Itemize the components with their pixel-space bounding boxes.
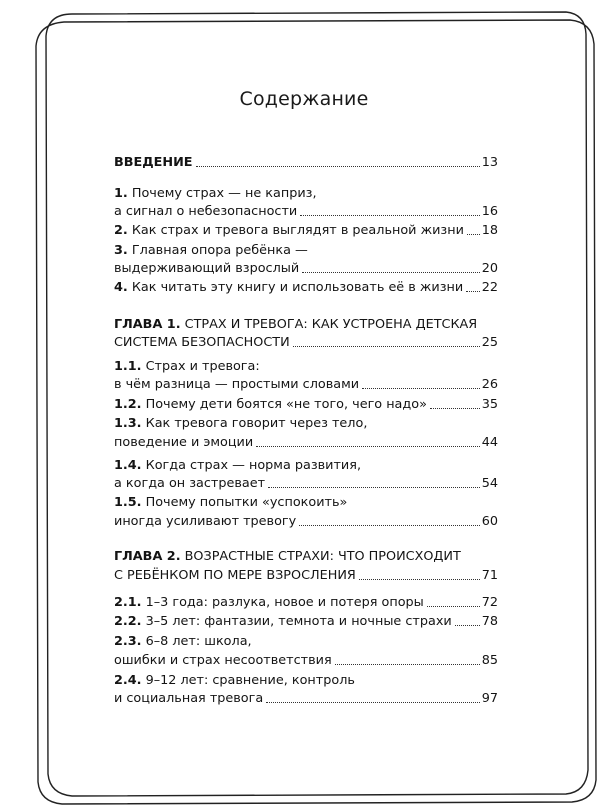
page-number: 13 [481,155,498,170]
toc-entry-1-1-line2 [114,375,498,394]
toc-chapter-2-line2 [114,566,498,585]
toc-entry-1-3-line2 [114,433,498,452]
toc-entry-2 [114,221,498,240]
dot-leader [455,625,480,626]
entry-text: Как страх и тревога выглядят в реальной жизни [131,223,464,238]
toc-entry-1-5-line2 [114,512,498,531]
entry-number: 1.2. [114,397,142,412]
entry-number: 1. [114,186,128,201]
entry-text: Как читать эту книгу и использовать её в жизни [131,280,464,295]
page-number: 78 [481,614,498,629]
page-number: 22 [481,280,498,295]
entry-text: выдерживающий взрослый [114,261,300,276]
entry-text: Как тревога говорит через тело, [145,416,368,431]
toc-entry-2-3-line2 [114,651,498,670]
entry-text: Почему попытки «успокоить» [145,495,348,510]
toc-entry-1-3-line1 [114,414,498,433]
entry-text: 6–8 лет: школа, [145,634,252,649]
dot-leader [427,606,480,607]
chapter-title: СИСТЕМА БЕЗОПАСНОСТИ [114,335,290,350]
dot-leader [256,446,480,447]
page-title: Содержание [239,88,369,110]
toc-entry-1-line1 [114,184,498,203]
entry-number: 3. [114,243,128,258]
entry-text: а когда он застревает [114,476,266,491]
entry-number: ВВЕДЕНИЕ [114,155,193,170]
entry-text: ошибки и страх несоответствия [114,653,332,668]
chapter-title: СТРАХ И ТРЕВОГА: КАК УСТРОЕНА ДЕТСКАЯ [184,317,478,332]
page-number: 60 [481,514,498,529]
entry-text: Главная опора ребёнка — [131,243,308,258]
entry-number: 1.1. [114,359,142,374]
toc-entry-3-line1 [114,241,498,260]
dot-leader [467,234,480,235]
toc-entry-4 [114,278,498,297]
page-number: 97 [481,691,498,706]
dot-leader [300,215,479,216]
page-number: 54 [481,476,498,491]
entry-text: поведение и эмоции [114,435,254,450]
toc-entry-2-2 [114,612,498,631]
toc-entry-2-4-line2 [114,689,498,708]
entry-number: 2.4. [114,673,142,688]
toc-entry-2-4-line1 [114,671,498,690]
entry-text: и социальная тревога [114,691,264,706]
dot-leader [266,702,480,703]
toc-entry-3-line2 [114,259,498,278]
entry-text: 1–3 года: разлука, новое и потеря опоры [145,595,424,610]
entry-text: Когда страх — норма развития, [145,458,362,473]
page-number: 71 [481,568,498,583]
entry-text: Почему дети боятся «не того, чего надо» [145,397,427,412]
dot-leader [268,487,480,488]
chapter-title: ВОЗРАСТНЫЕ СТРАХИ: ЧТО ПРОИСХОДИТ [184,549,461,564]
dot-leader [196,166,480,167]
entry-number: 2.2. [114,614,142,629]
entry-text: 9–12 лет: сравнение, контроль [145,673,355,688]
dot-leader [362,388,480,389]
entry-number: 1.4. [114,458,142,473]
toc-entry-1-5-line1 [114,493,498,512]
entry-text: Почему страх — не каприз, [131,186,317,201]
page-number: 20 [481,261,498,276]
entry-text: 3–5 лет: фантазии, темнота и ночные страхи [145,614,452,629]
page-number: 25 [481,335,498,350]
entry-number: 2.1. [114,595,142,610]
toc-entry-1-1-line1 [114,357,498,376]
page-number: 26 [481,377,498,392]
toc-chapter-1-line2 [114,333,498,352]
chapter-number: ГЛАВА 2. [114,549,181,564]
page-number: 35 [481,397,498,412]
dot-leader [430,408,480,409]
dot-leader [466,291,480,292]
page-number: 16 [481,204,498,219]
toc-entry-1-4-line1 [114,456,498,475]
toc-entry-1-4-line2 [114,474,498,493]
entry-number: 4. [114,280,128,295]
dot-leader [293,346,480,347]
dot-leader [335,664,480,665]
page-number: 44 [481,435,498,450]
chapter-number: ГЛАВА 1. [114,317,181,332]
toc-entry-introduction [114,153,498,172]
dot-leader [359,579,480,580]
page-number: 72 [481,595,498,610]
toc-entry-1-2 [114,395,498,414]
page-number: 18 [481,223,498,238]
entry-text: иногда усиливают тревогу [114,514,297,529]
toc-entry-2-3-line1 [114,632,498,651]
page-number: 85 [481,653,498,668]
entry-number: 2.3. [114,634,142,649]
entry-number: 1.3. [114,416,142,431]
entry-text: а сигнал о небезопасности [114,204,298,219]
entry-text: Страх и тревога: [145,359,260,374]
entry-text: в чём разница — простыми словами [114,377,360,392]
entry-number: 1.5. [114,495,142,510]
chapter-title: С РЕБЁНКОМ ПО МЕРЕ ВЗРОСЛЕНИЯ [114,568,356,583]
toc-chapter-2-line1 [114,547,498,566]
dot-leader [299,525,479,526]
toc-entry-1-line2 [114,202,498,221]
toc-chapter-1-line1 [114,315,498,334]
toc-entry-2-1 [114,593,498,612]
dot-leader [302,272,480,273]
entry-number: 2. [114,223,128,238]
